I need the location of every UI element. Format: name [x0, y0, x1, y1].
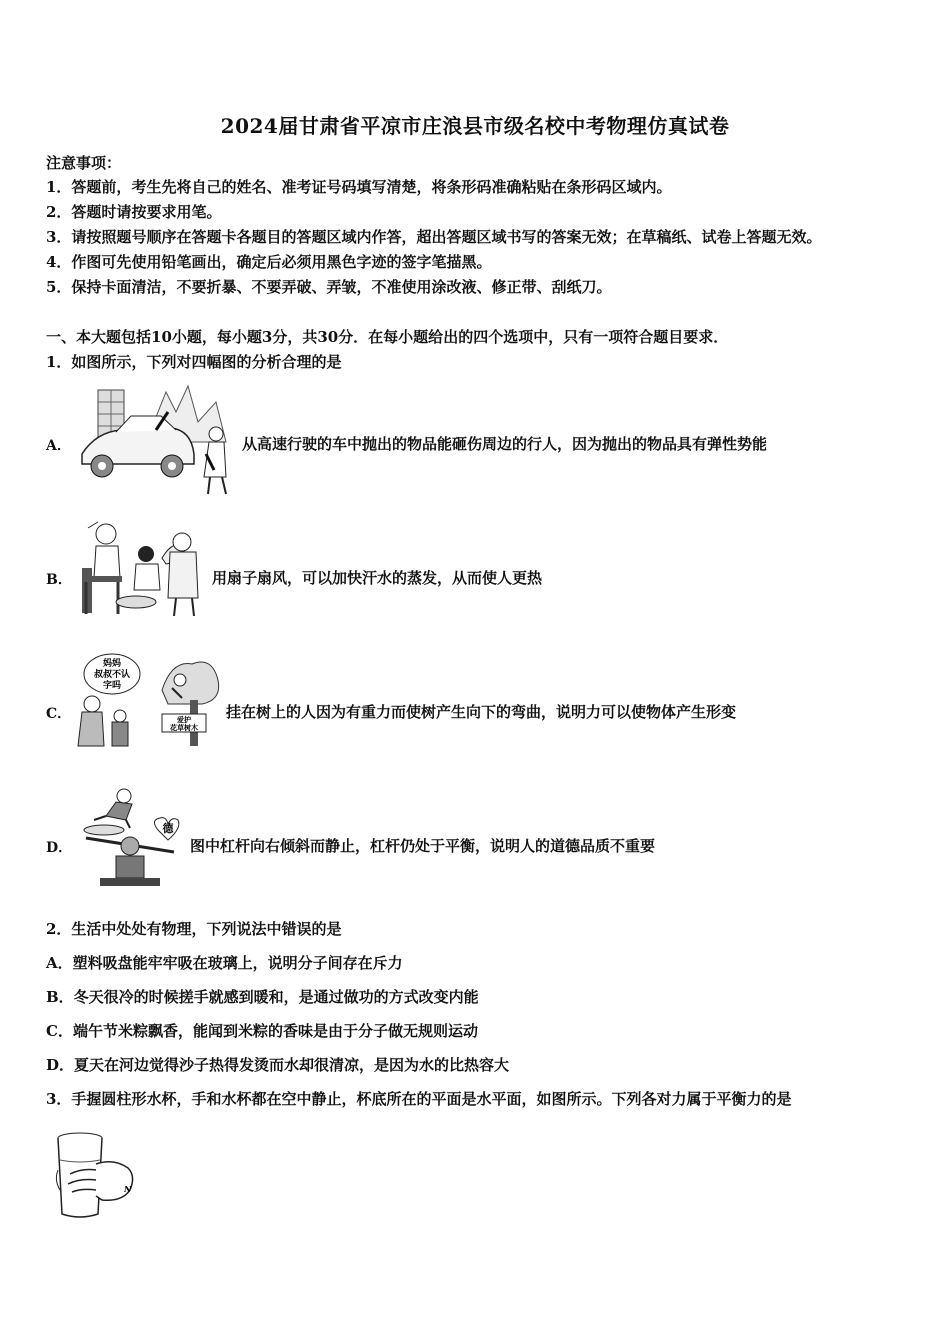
- svg-text:N: N: [124, 1184, 132, 1194]
- notice-item-5: 5．保持卡面清洁，不要折暴、不要弄破、弄皱，不准使用涂改液、修正带、刮纸刀。: [46, 278, 612, 296]
- q1-option-a-text: 从高速行驶的车中抛出的物品能砸伤周边的行人，因为抛出的物品具有弹性势能: [242, 435, 768, 453]
- section-heading: 一、本大题包括10小题，每小题3分，共30分．在每小题给出的四个选项中，只有一项符合题目要求．: [46, 328, 729, 346]
- q1-figure-d: [76, 786, 186, 892]
- q2-option-d: D．夏天在河边觉得沙子热得发烫而水却很清凉，是因为水的比热容大: [46, 1056, 510, 1074]
- sign-text-2: 花草树木: [170, 724, 198, 732]
- notice-item-4: 4．作图可先使用铅笔画出，确定后必须用黑色字迹的签字笔描黑。: [46, 253, 492, 271]
- q1-option-b-label: B．: [46, 572, 72, 588]
- q2-stem: 2．生活中处处有物理，下列说法中错误的是: [46, 920, 342, 938]
- notice-item-3: 3．请按照题号顺序在答题卡各题目的答题区域内作答，超出答题区域书写的答案无效；在草稿纸、试卷上答题无效。: [46, 228, 822, 246]
- notice-heading: 注意事项：: [46, 154, 122, 172]
- q1-option-d-label: D．: [46, 840, 73, 856]
- q2-option-a: A．塑料吸盘能牢牢吸在玻璃上，说明分子间存在斥力: [46, 954, 403, 972]
- notice-item-1: 1．答题前，考生先将自己的姓名、准考证号码填写清楚，将条形码准确粘贴在条形码区域内。: [46, 178, 672, 196]
- q2-option-b: B．冬天很冷的时候搓手就感到暖和，是通过做功的方式改变内能: [46, 988, 479, 1006]
- q1-figure-a: [76, 382, 236, 500]
- q1-option-b-text: 用扇子扇风，可以加快汗水的蒸发，从而使人更热: [212, 569, 543, 587]
- bubble-text-2: 叔叔不认: [93, 670, 131, 680]
- q1-figure-c: [72, 650, 222, 750]
- q1-stem: 1．如图所示，下列对四幅图的分析合理的是: [46, 353, 342, 371]
- q1-option-c-label: C．: [46, 706, 72, 722]
- notice-item-2: 2．答题时请按要求用笔。: [46, 203, 222, 221]
- q1-option-c-text: 挂在树上的人因为有重力而使树产生向下的弯曲，说明力可以使物体产生形变: [226, 703, 737, 721]
- q1-figure-b: [74, 518, 209, 618]
- q2-option-c: C．端午节米粽飘香，能闻到米粽的香味是由于分子做无规则运动: [46, 1022, 478, 1040]
- sign-text-1: 爱护: [177, 716, 191, 724]
- bubble-text-3: 字吗: [102, 681, 122, 691]
- q3-stem: 3．手握圆柱形水杯，手和水杯都在空中静止，杯底所在的平面是水平面，如图所示。下列各对力属于平衡力的是: [46, 1090, 792, 1108]
- heart-text: 德: [162, 822, 174, 835]
- page-title: 2024届甘肃省平凉市庄浪县市级名校中考物理仿真试卷: [220, 114, 730, 138]
- q1-option-a-label: A．: [46, 438, 71, 454]
- bubble-text-1: 妈妈: [102, 659, 122, 669]
- q1-option-d-text: 图中杠杆向右倾斜而静止，杠杆仍处于平衡，说明人的道德品质不重要: [190, 837, 656, 855]
- q3-figure-cup: [52, 1130, 138, 1222]
